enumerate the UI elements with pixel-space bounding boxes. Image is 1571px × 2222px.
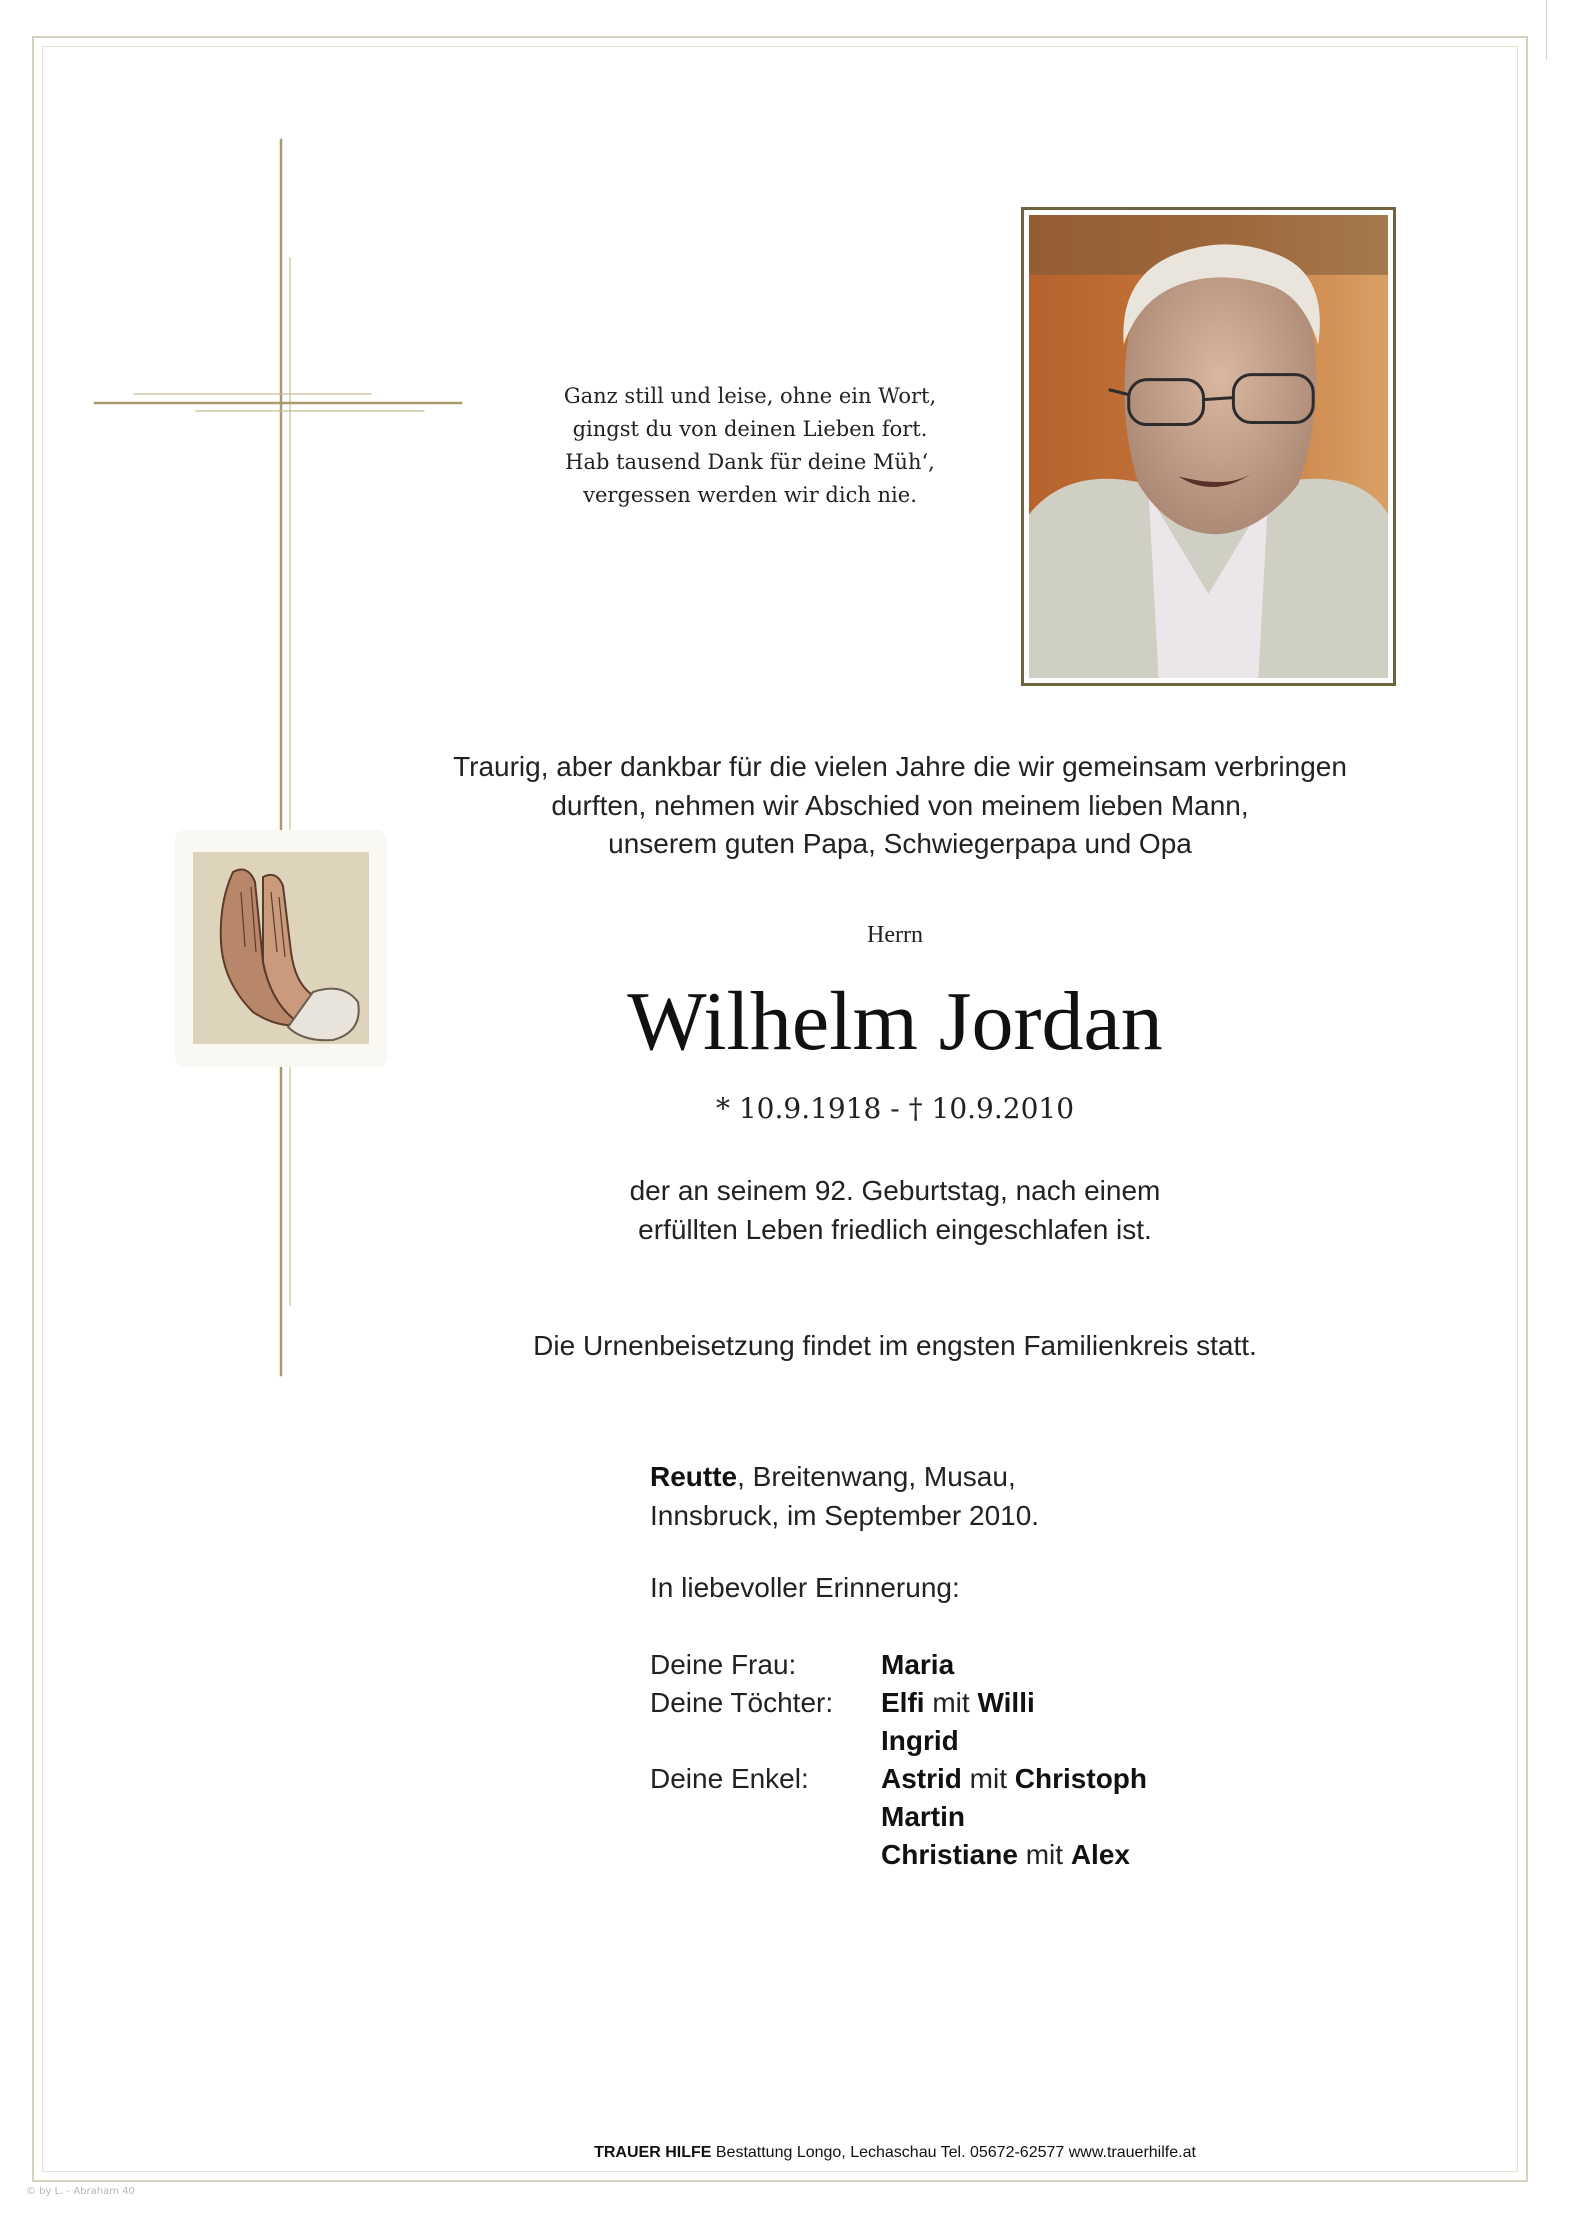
footer — [400, 2144, 1390, 2162]
family-name: Christiane — [881, 1839, 1018, 1870]
family-connector: mit — [1017, 1839, 1071, 1870]
family-row — [650, 1760, 1147, 1798]
poem-line: Ganz still und leise, ohne ein Wort, — [563, 384, 937, 408]
intro-line: durften, nehmen wir Abschied von meinem lieben Mann, — [551, 789, 1249, 821]
family-connector: mit — [961, 1763, 1015, 1794]
family-row — [650, 1722, 1147, 1760]
honorific: Herrn — [867, 922, 923, 948]
deceased-name: Wilhelm Jordan — [627, 975, 1163, 1068]
poem-line: Hab tausend Dank für deine Müh‘, — [565, 450, 935, 474]
family-name: Elfi — [881, 1687, 925, 1718]
family-role — [650, 1798, 881, 1836]
footer-contact: Bestattung Longo, Lechaschau Tel. 05672-62577 www.trauerhilfe.at — [711, 2144, 1196, 2161]
burial-note: Die Urnenbeisetzung findet im engsten Familienkreis statt. — [533, 1330, 1257, 1361]
memory-line: In liebevoller Erinnerung: — [650, 1572, 960, 1603]
praying-hands-image — [175, 830, 387, 1067]
family-row — [650, 1836, 1147, 1874]
poem — [480, 380, 1020, 512]
intro-line: Traurig, aber dankbar für die vielen Jahre die wir gemeinsam verbringen — [453, 751, 1347, 782]
birthday-note-line: erfüllten Leben friedlich eingeschlafen ist. — [638, 1213, 1152, 1245]
family-role — [650, 1836, 881, 1874]
family-name: Martin — [881, 1801, 965, 1832]
poem-line: vergessen werden wir dich nie. — [583, 483, 917, 507]
birthday-note — [460, 1172, 1330, 1249]
family-partner: Alex — [1070, 1839, 1130, 1870]
place-date-line: Innsbruck, im September 2010. — [650, 1499, 1040, 1531]
place-and-date — [650, 1458, 1039, 1535]
praying-hands-icon — [193, 852, 369, 1044]
life-dates: * 10.9.1918 - † 10.9.2010 — [715, 1092, 1075, 1125]
family-row — [650, 1684, 1147, 1722]
family-role: Deine Enkel: — [650, 1763, 809, 1794]
intro-text — [380, 748, 1420, 864]
family-role — [650, 1722, 881, 1760]
family-role: Deine Töchter: — [650, 1687, 834, 1718]
family-row — [650, 1798, 1147, 1836]
family-name: Ingrid — [881, 1725, 959, 1756]
family-list — [650, 1646, 1147, 1874]
image-credit: © by L. - Abraham 40 — [26, 2186, 135, 2197]
family-partner: Christoph — [1014, 1763, 1148, 1794]
scan-edge-mark — [1546, 0, 1565, 60]
birthday-note-line: der an seinem 92. Geburtstag, nach einem — [629, 1175, 1161, 1206]
family-name: Astrid — [881, 1763, 962, 1794]
footer-brand: TRAUER HILFE — [594, 2144, 712, 2161]
family-connector: mit — [924, 1687, 978, 1718]
portrait-photo — [1021, 207, 1396, 686]
other-towns: , Breitenwang, Musau, — [737, 1461, 1016, 1492]
main-town: Reutte — [650, 1461, 738, 1492]
family-name: Maria — [881, 1649, 955, 1680]
family-partner: Willi — [977, 1687, 1035, 1718]
poem-line: gingst du von deinen Lieben fort. — [572, 417, 928, 441]
family-row — [650, 1646, 1147, 1684]
intro-line: unserem guten Papa, Schwiegerpapa und Opa — [608, 828, 1192, 859]
family-role: Deine Frau: — [650, 1649, 797, 1680]
